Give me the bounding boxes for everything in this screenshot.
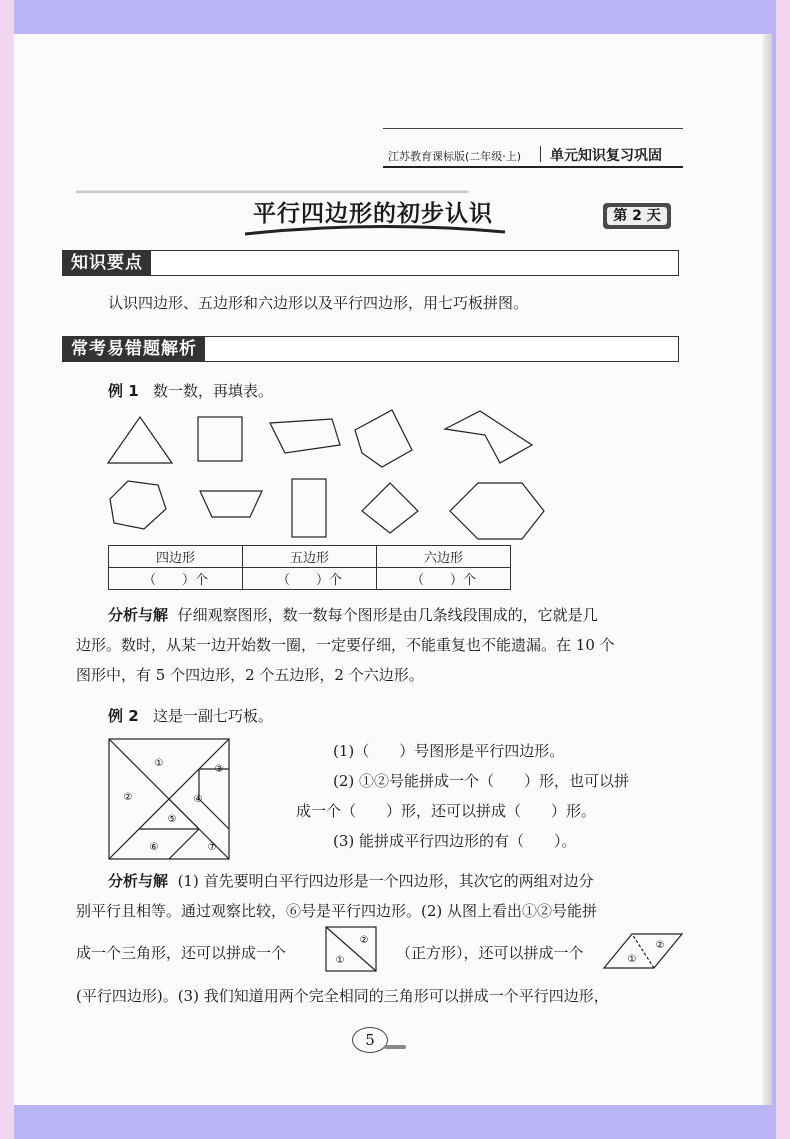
tangram-label-6: ⑥	[149, 842, 159, 853]
section-knowledge	[62, 250, 679, 276]
example1	[108, 380, 273, 401]
section-errors	[62, 336, 679, 362]
analysis2-line3b: （正方形），还可以拼成一个	[396, 944, 584, 962]
shape-hexagon-1	[110, 481, 166, 529]
shape-trapezoid	[200, 491, 262, 517]
left-border-strip	[0, 0, 14, 1139]
shapes-figure	[100, 405, 560, 545]
shape-rectangle	[292, 479, 326, 537]
tangram-label-2: ②	[123, 792, 133, 803]
example2	[108, 705, 273, 726]
day-badge	[603, 203, 671, 229]
tangram-label-1: ①	[154, 758, 164, 769]
bleed-through-text: ▁▁▁▁▁▁▁▁▁▁▁▁▁▁▁▁▁▁▁▁▁▁▁▁▁▁▁▁▁▁	[76, 174, 469, 194]
square-diagram	[324, 925, 380, 975]
analysis2-text-1: (1) 首先要明白平行四边形是一个四边形，其次它的两组对边分	[177, 872, 594, 890]
para-label-1: ①	[627, 954, 637, 965]
analysis1-line2: 边形。数时，从某一边开始数一圈，一定要仔细，不能重复也不能遗漏。在 10 个	[76, 636, 615, 654]
example2-prompt: 这是一副七巧板。	[152, 707, 273, 725]
title-swoosh	[240, 222, 510, 242]
square-label-1: ①	[335, 955, 345, 966]
header-quadrilateral: 四边形	[109, 546, 243, 568]
example2-q1: (1)（ ）号图形是平行四边形。	[333, 742, 565, 760]
section-knowledge-label: 知识要点	[63, 251, 151, 275]
analysis1-label: 分析与解	[108, 606, 169, 624]
shape-pentagon-1	[355, 410, 412, 467]
analysis2-label: 分析与解	[108, 872, 169, 890]
shape-irregular	[445, 411, 532, 463]
cell-quadrilateral-count[interactable]: （ ）个	[109, 568, 243, 590]
header-series: 江苏教育课标版(二年级·上)	[388, 150, 522, 163]
shape-square	[198, 417, 242, 461]
shape-triangle	[108, 417, 172, 463]
header-top-rule	[383, 128, 683, 129]
parallelogram-diagram	[602, 930, 686, 972]
day-badge-text: 第 2 天	[607, 207, 667, 225]
header-section: 单元知识复习巩固	[550, 148, 662, 164]
para-label-2: ②	[655, 940, 665, 951]
header-bottom-rule	[383, 166, 683, 168]
example2-q2a: (2) ①②号能拼成一个（ ）形，也可以拼	[333, 772, 630, 790]
header-hexagon: 六边形	[377, 546, 511, 568]
square-label-2: ②	[359, 935, 369, 946]
cell-pentagon-count[interactable]: （ ）个	[243, 568, 377, 590]
section-errors-label: 常考易错题解析	[63, 337, 205, 361]
example1-prompt: 数一数，再填表。	[152, 382, 273, 400]
page-title: 平行四边形的初步认识	[253, 200, 493, 227]
cell-hexagon-count[interactable]: （ ）个	[377, 568, 511, 590]
example2-q3: (3) 能拼成平行四边形的有（ ）。	[333, 832, 577, 850]
analysis1-text-1: 仔细观察图形，数一数每个图形是由几条线段围成的，它就是几	[177, 606, 598, 624]
analysis1-line3: 图形中，有 5 个四边形，2 个五边形，2 个六边形。	[76, 666, 424, 684]
example2-label: 例 2	[108, 707, 139, 725]
knowledge-text: 认识四边形、五边形和六边形以及平行四边形，用七巧板拼图。	[108, 294, 529, 312]
analysis1-line1	[108, 604, 598, 625]
header-pentagon: 五边形	[243, 546, 377, 568]
right-border-strip	[776, 0, 790, 1139]
page-number-tail	[384, 1045, 406, 1049]
tangram-label-3: ③	[214, 764, 224, 775]
shape-quadrilateral-1	[270, 419, 340, 453]
tangram-label-7: ⑦	[207, 842, 217, 853]
page-edge-shadow	[762, 34, 772, 1105]
tangram-figure	[108, 738, 234, 862]
analysis2-line1	[108, 870, 594, 891]
analysis2-line3a: 成一个三角形，还可以拼成一个	[76, 944, 287, 962]
page-number: 5	[352, 1027, 388, 1053]
count-table	[108, 545, 511, 590]
analysis2-line4: (平行四边形)。(3) 我们知道用两个完全相同的三角形可以拼成一个平行四边形，	[76, 987, 609, 1005]
shape-hexagon-2	[450, 483, 544, 539]
analysis2-line2: 别平行且相等。通过观察比较，⑥号是平行四边形。(2) 从图上看出①②号能拼	[76, 902, 598, 920]
tangram-label-4: ④	[193, 794, 203, 805]
header-separator	[540, 146, 541, 162]
example1-label: 例 1	[108, 382, 139, 400]
tangram-label-5: ⑤	[167, 814, 177, 825]
example2-q2b: 成一个（ ）形，还可以拼成（ ）形。	[296, 802, 597, 820]
shape-rhombus	[362, 483, 418, 533]
